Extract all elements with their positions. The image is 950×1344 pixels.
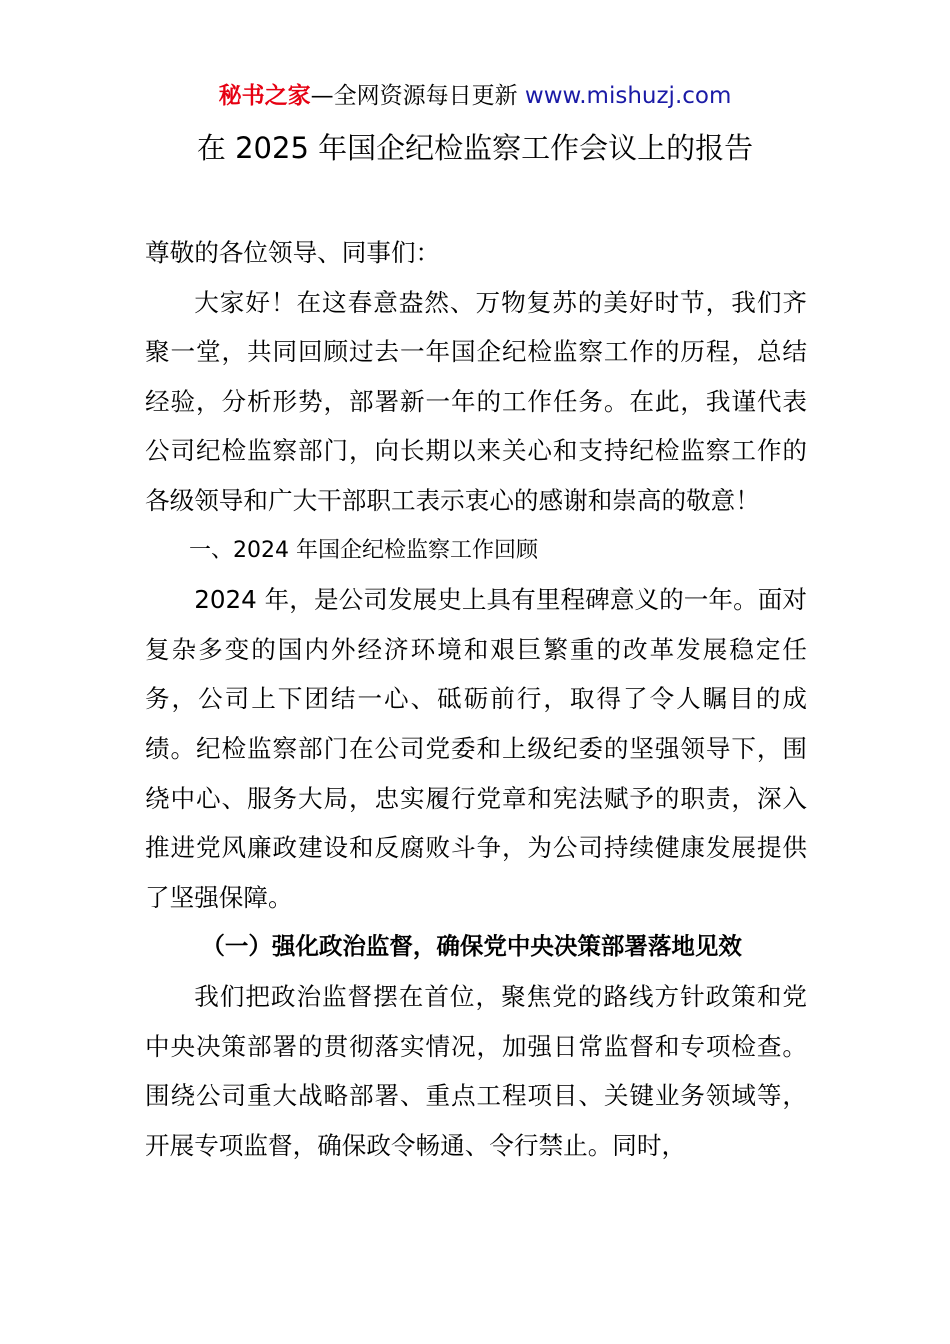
subsection-paragraph: 我们把政治监督摆在首位，聚焦党的路线方针政策和党中央决策部署的贯彻落实情况，加强日常监督和专项检查。围绕公司重大战略部署、重点工程项目、关键业务领域等，开展专项监督，确保政令畅通、令行禁止。同时， bbox=[145, 981, 807, 1160]
section-paragraph: 2024 年，是公司发展史上具有里程碑意义的一年。面对复杂多变的国内外经济环境和艰巨繁重的改革发展稳定任务，公司上下团结一心、砥砺前行，取得了令人瞩目的成绩。纪检监察部门在公司党委和上级纪委的坚强领导下，围绕中心、服务大局，忠实履行党章和宪法赋予的职责，深入推进党风廉政建设和反腐败斗争，为公司持续健康发展提供了坚强保障。 bbox=[145, 585, 807, 912]
site-header bbox=[0, 80, 950, 112]
site-url[interactable]: www.mishuzj.com bbox=[524, 83, 732, 109]
section-heading: 一、2024 年国企纪检监察工作回顾 bbox=[189, 537, 538, 563]
document-title: 在 2025 年国企纪检监察工作会议上的报告 bbox=[196, 131, 754, 165]
intro-paragraph: 大家好！在这春意盎然、万物复苏的美好时节，我们齐聚一堂，共同回顾过去一年国企纪检监察工作的历程，总结经验，分析形势，部署新一年的工作任务。在此，我谨代表公司纪检监察部门，向长期以来关心和支持纪检监察工作的各级领导和广大干部职工表示衷心的感谢和崇高的敬意！ bbox=[145, 287, 807, 515]
header-tagline: —全网资源每日更新 bbox=[310, 83, 525, 109]
salutation: 尊敬的各位领导、同事们： bbox=[145, 238, 441, 267]
subsection-heading: （一）强化政治监督，确保党中央决策部署落地见效 bbox=[201, 932, 742, 961]
document-body bbox=[145, 228, 807, 1170]
brand-name: 秘书之家 bbox=[218, 83, 311, 109]
